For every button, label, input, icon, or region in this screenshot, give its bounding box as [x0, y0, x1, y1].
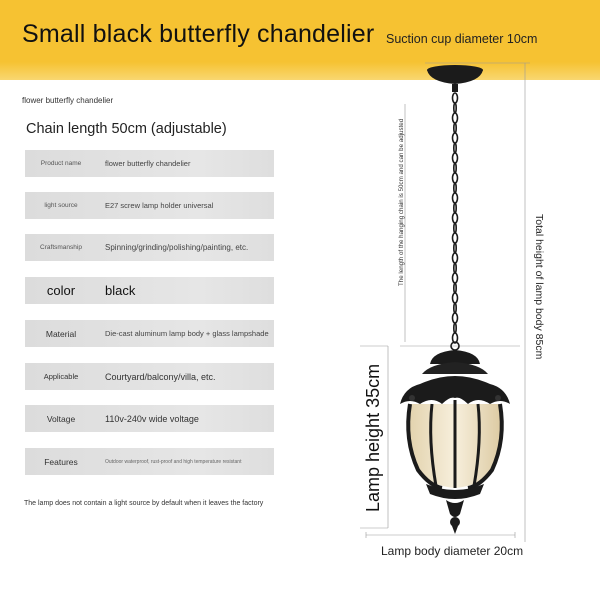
spec-value: black	[105, 283, 136, 298]
spec-label: Material	[45, 328, 77, 339]
spec-label: Applicable	[43, 372, 79, 381]
spec-value: flower butterfly chandelier	[105, 159, 191, 168]
chain-adjustable-note: The length of the hanging chain is 50cm and can be adjusted	[398, 118, 405, 286]
spec-label: light source	[44, 202, 78, 209]
chain-length-heading: Chain length 50cm (adjustable)	[26, 121, 227, 137]
suction-cup-label: Suction cup diameter 10cm	[386, 32, 538, 46]
spec-label: Voltage	[46, 413, 76, 424]
hanging-chain	[451, 93, 459, 350]
lamp-diameter-label: Lamp body diameter 20cm	[381, 544, 524, 558]
spec-value: 110v-240v wide voltage	[105, 413, 199, 424]
spec-label: Craftsmanship	[40, 244, 82, 251]
product-subtitle: flower butterfly chandelier	[22, 96, 114, 105]
spec-value: Die-cast aluminum lamp body + glass lampshade	[105, 329, 269, 338]
page-title: Small black butterfly chandelier	[22, 20, 375, 48]
lamp-height-label: Lamp height 35cm	[363, 363, 383, 512]
spec-value: E27 screw lamp holder universal	[105, 201, 214, 210]
spec-label: Product name	[40, 160, 82, 167]
spec-label: Features	[44, 456, 78, 467]
ceiling-canopy	[427, 65, 483, 92]
spec-value: Spinning/grinding/polishing/painting, etc.	[105, 243, 249, 252]
spec-label: color	[46, 283, 76, 298]
spec-value: Courtyard/balcony/villa, etc.	[105, 371, 216, 382]
total-height-label: Total height of lamp body 85cm	[533, 214, 545, 360]
light-source-footnote: The lamp does not contain a light source by default when it leaves the factory	[24, 500, 264, 507]
lantern-body	[400, 350, 510, 534]
spec-value: Outdoor waterproof, rust-proof and high temperature resistant	[105, 458, 242, 465]
